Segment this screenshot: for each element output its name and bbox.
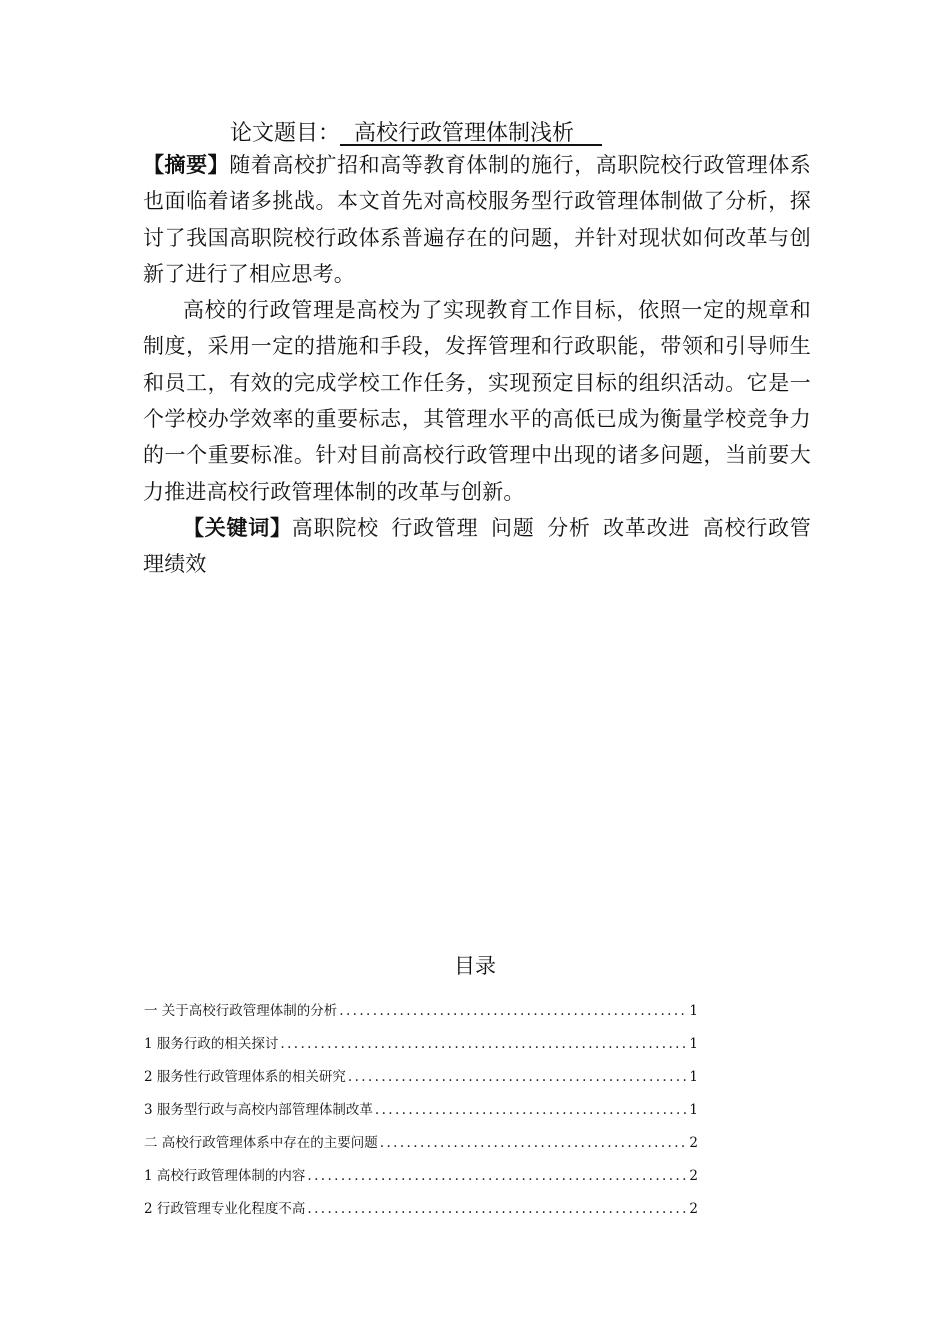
toc-leader-dots <box>307 1166 687 1186</box>
toc-page-number: 1 <box>689 1003 698 1019</box>
toc-page-number: 1 <box>689 1069 698 1085</box>
toc-entry[interactable] <box>144 988 698 1021</box>
toc-page-number: 2 <box>689 1201 698 1217</box>
table-of-contents <box>144 988 698 1219</box>
abstract-label: 【摘要】 <box>143 153 230 177</box>
toc-entry-text: 1 服务行政的相关探讨 <box>144 1036 279 1052</box>
keywords-paragraph <box>143 510 811 583</box>
keyword-item: 行政管理 <box>390 515 479 540</box>
toc-page-number: 1 <box>689 1036 698 1052</box>
toc-page-number: 2 <box>689 1135 698 1151</box>
toc-leader-dots <box>375 1100 688 1120</box>
body-paragraph: 高校的行政管理是高校为了实现教育工作目标，依照一定的规章和制度，采用一定的措施和手段，发挥管理和行政职能，带领和引导师生和员工，有效的完成学校工作任务，实现预定目标的组织活动。它是一个学校办学效率的重要标志，其管理水平的高低已成为衡量学校竞争力的一个重要标准。针对目前高校行政管理中出现的诸多问题，当前要大力推进高校行政管理体制的改革与创新。 <box>143 298 811 504</box>
abstract-paragraph <box>143 147 811 292</box>
toc-entry-text: 一 关于高校行政管理体制的分析 <box>144 1003 338 1019</box>
toc-entry-text: 2 行政管理专业化程度不高 <box>144 1201 306 1217</box>
toc-entry[interactable] <box>144 1153 698 1186</box>
toc-entry-text: 3 服务型行政与高校内部管理体制改革 <box>144 1102 373 1118</box>
toc-leader-dots <box>348 1067 688 1087</box>
toc-leader-dots <box>280 1034 687 1054</box>
paper-title: 高校行政管理体制浅析 <box>340 121 602 146</box>
toc-leader-dots <box>380 1133 688 1153</box>
toc-page-number: 1 <box>689 1102 698 1118</box>
toc-entry-text: 二 高校行政管理体系中存在的主要问题 <box>144 1135 378 1151</box>
toc-page-number: 2 <box>689 1168 698 1184</box>
keyword-item: 问题 <box>490 515 535 540</box>
keyword-item: 高职院校 <box>291 515 379 540</box>
toc-entry[interactable] <box>144 1186 698 1219</box>
abstract-text: 随着高校扩招和高等教育体制的施行，高职院校行政管理体系也面临着诸多挑战。本文首先对高校服务型行政管理体制做了分析，探讨了我国高职院校行政体系普遍存在的问题，并针对现状如何改革与创新了进行了相应思考。 <box>143 153 811 286</box>
toc-entry[interactable] <box>144 1021 698 1054</box>
abstract-section <box>143 147 811 583</box>
paper-title-line <box>230 119 602 149</box>
keyword-item: 分析 <box>546 515 591 540</box>
toc-entry-text: 2 服务性行政管理体系的相关研究 <box>144 1069 346 1085</box>
keywords-label: 【关键词】 <box>183 515 292 540</box>
toc-entry[interactable] <box>144 1054 698 1087</box>
keyword-item: 高校行政管理绩效 <box>143 515 811 577</box>
toc-entry[interactable] <box>144 1087 698 1120</box>
paper-title-label: 论文题目： <box>230 121 341 146</box>
toc-leader-dots <box>307 1199 687 1219</box>
toc-entry-text: 1 高校行政管理体制的内容 <box>144 1168 306 1184</box>
toc-leader-dots <box>339 1001 687 1021</box>
toc-heading: 目录 <box>454 954 496 978</box>
toc-entry[interactable] <box>144 1120 698 1153</box>
keyword-item: 改革改进 <box>602 515 691 540</box>
